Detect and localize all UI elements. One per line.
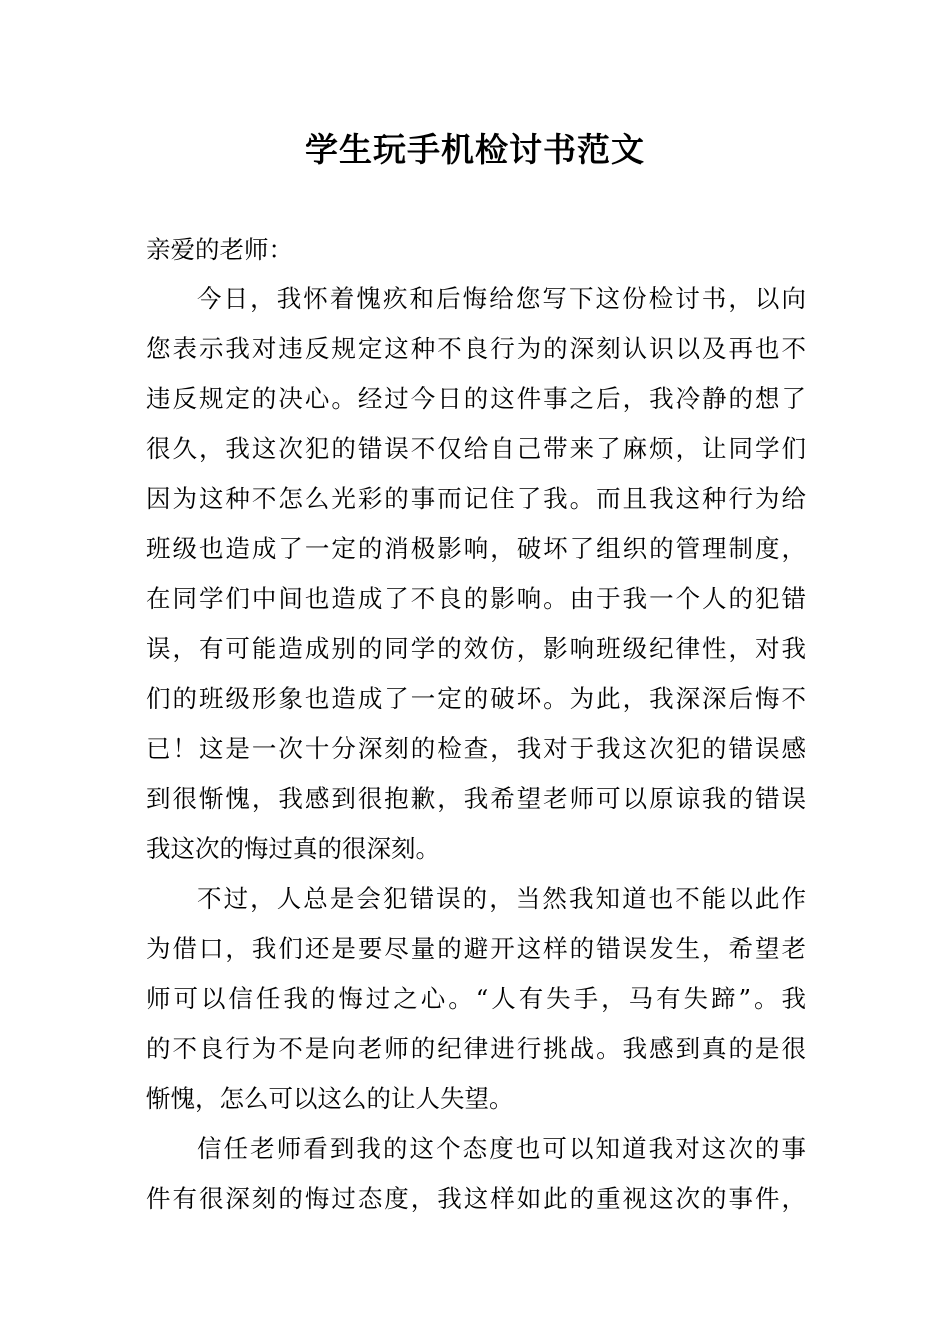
body-text-line: 已！这是一次十分深刻的检查，我对于我这次犯的错误感	[146, 734, 806, 763]
body-text-line: 们的班级形象也造成了一定的破坏。为此，我深深后悔不	[146, 684, 806, 713]
body-text-line: 的不良行为不是向老师的纪律进行挑战。我感到真的是很	[146, 1034, 806, 1063]
body-text-line: 到很惭愧，我感到很抱歉，我希望老师可以原谅我的错误	[146, 784, 806, 813]
body-text-line: 很久，我这次犯的错误不仅给自己带来了麻烦，让同学们	[146, 434, 806, 463]
body-text-line: 不过，人总是会犯错误的，当然我知道也不能以此作	[197, 884, 806, 913]
body-text-line: 您表示我对违反规定这种不良行为的深刻认识以及再也不	[146, 334, 806, 363]
body-text-line: 我这次的悔过真的很深刻。	[146, 834, 440, 863]
body-text-line: 今日，我怀着愧疚和后悔给您写下这份检讨书，以向	[197, 284, 806, 313]
body-text-line: 惭愧，怎么可以这么的让人失望。	[146, 1084, 514, 1113]
body-text-line: 信任老师看到我的这个态度也可以知道我对这次的事	[197, 1134, 806, 1163]
body-text-line: 误，有可能造成别的同学的效仿，影响班级纪律性，对我	[146, 634, 806, 663]
body-text-line: 师可以信任我的悔过之心。“人有失手，马有失蹄”。我	[146, 984, 806, 1013]
body-text-line: 件有很深刻的悔过态度，我这样如此的重视这次的事件，	[146, 1184, 806, 1213]
body-text-line: 班级也造成了一定的消极影响，破坏了组织的管理制度，	[146, 534, 806, 563]
page-title: 学生玩手机检讨书范文	[305, 130, 645, 169]
letter-body	[146, 274, 806, 1224]
body-text-line: 在同学们中间也造成了不良的影响。由于我一个人的犯错	[146, 584, 806, 613]
body-text-line: 因为这种不怎么光彩的事而记住了我。而且我这种行为给	[146, 484, 806, 513]
salutation: 亲爱的老师：	[146, 235, 293, 264]
body-text-line: 为借口，我们还是要尽量的避开这样的错误发生，希望老	[146, 934, 806, 963]
body-text-line: 违反规定的决心。经过今日的这件事之后，我冷静的想了	[146, 384, 806, 413]
